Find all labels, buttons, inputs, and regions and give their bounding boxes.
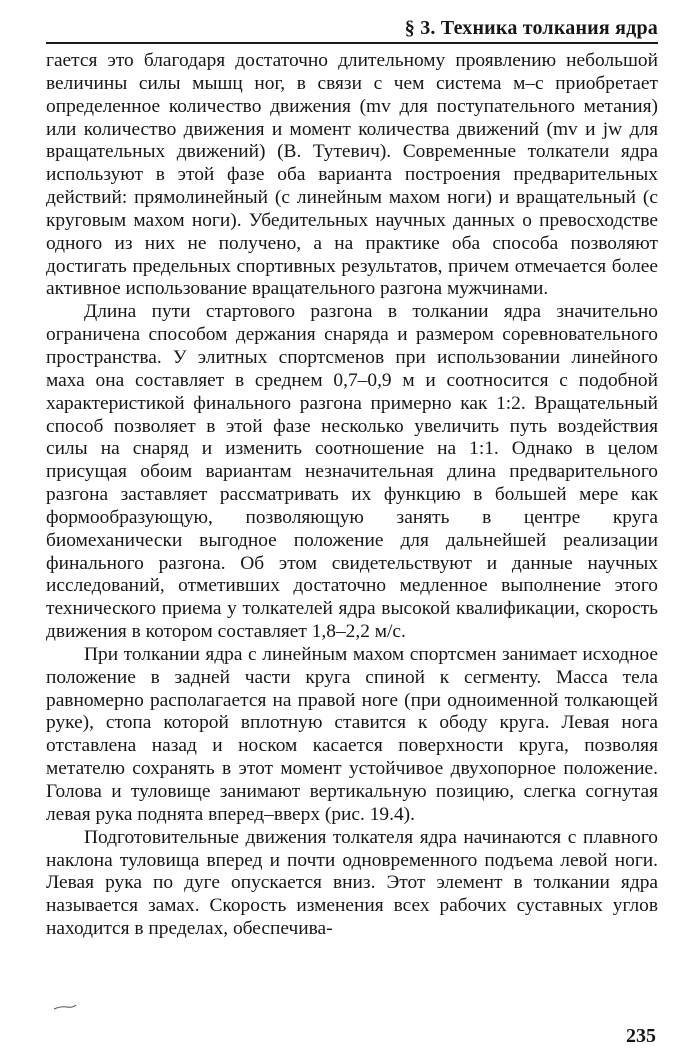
scan-mark-icon — [52, 1002, 78, 1012]
section-title: § 3. Техника толкания ядра — [404, 17, 658, 39]
page-body — [46, 50, 658, 941]
paragraph-start-run-length: Длина пути стартового разгона в толкании ядра значительно ограничена способом держания снаряда и размером соревновательного пространства. У элитных спортсменов при использовании линейного маха она составляет в среднем 0,7–0,9 м и соотносится с подобной характеристикой финального разгона примерно как 1:2. Вращательный способ позволяет в этой фазе несколько увеличить путь воздействия силы на снаряд и изменить соотношение на 1:1. Однако в целом присущая обоим вариантам незначительная длина предварительного разгона заставляет рассматривать их функцию в большей мере как формообразующую, позволяющую занять в центре круга биомеханически выгодное положение для дальнейшей реализации финального разгона. Об этом свидетельствуют и данные научных исследований, отметивших достаточно медленное выполнение этого технического приема у толкателей ядра высокой квалификации, скорость движения в котором составляет 1,8–2,2 м/с. — [46, 301, 658, 643]
paragraph-linear-swing-stance: При толкании ядра с линейным махом спортсмен занимает исходное положение в задней части круга спиной к сегменту. Масса тела равномерно располагается на правой ноге (при одноименной толкающей руке), стопа которой вплотную ставится к ободу круга. Левая нога отставлена назад и носком касается поверхности круга, позволяя метателю сохранять в этот момент устойчивое двухопорное положение. Голова и туловище занимают вертикальную позицию, слегка согнутая левая рука поднята вперед–вверх (рис. 19.4). — [46, 643, 658, 825]
paragraph-preparatory-movements: Подготовительные движения толкателя ядра начинаются с плавного наклона туловища вперед и почти одновременного подъема левой ноги. Левая рука по дуге опускается вниз. Этот элемент в толкании ядра называется замах. Скорость изменения всех рабочих суставных углов находится в пределах, обеспечива- — [46, 826, 658, 940]
paragraph-continuation: гается это благодаря достаточно длительному проявлению небольшой величины силы мышц ног, в связи с чем система м–с приобретает определенное количество движения (mv для поступательного метания) или количество движения и момент количества движений (mv и jw для вращательных движений) (В. Тутевич). Современные толкатели ядра используют в этой фазе оба варианта построения предварительных действий: прямолинейный (с линейным махом ноги) и вращательный (с круговым махом ноги). Убедительных научных данных о превосходстве одного из них не получено, а на практике оба способа позволяют достигать предельных спортивных результатов, причем отмечается более активное использование вращательного разгона мужчинами. — [46, 50, 658, 300]
page-number: 235 — [626, 1025, 656, 1047]
running-header — [46, 16, 658, 44]
